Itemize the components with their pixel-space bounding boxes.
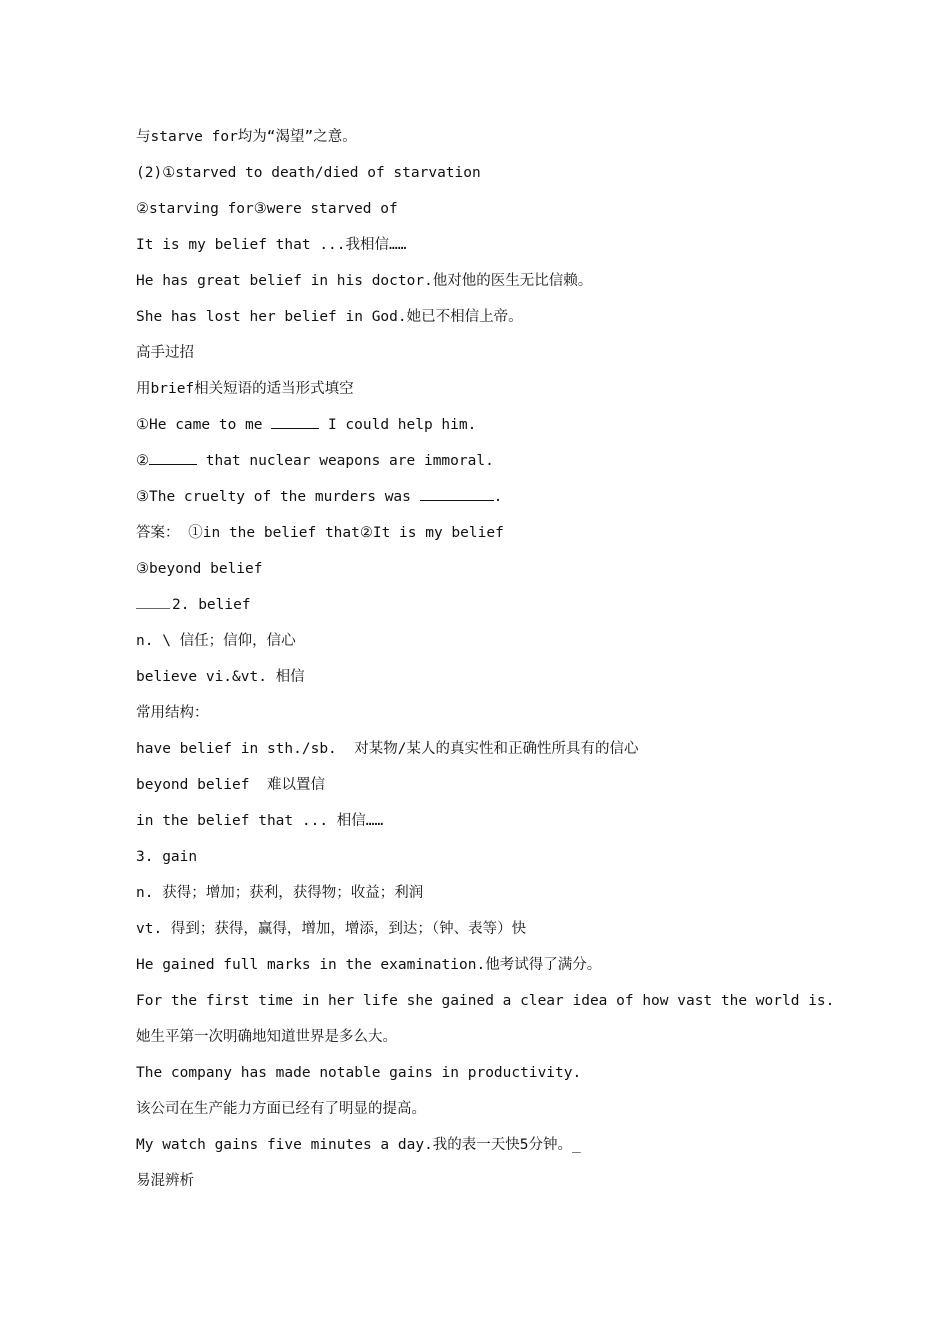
exercise-instruction: 用brief相关短语的适当形式填空 xyxy=(136,381,354,397)
answer-blank xyxy=(271,414,319,429)
text-line: 该公司在生产能力方面已经有了明显的提高。 xyxy=(136,1101,426,1117)
exercise-text: ② xyxy=(136,453,149,469)
section-heading: 高手过招 xyxy=(136,345,194,361)
text-line: n. \ 信任；信仰，信心 xyxy=(136,633,296,649)
section-title: 3. gain xyxy=(136,849,198,865)
answer-line: ③beyond belief xyxy=(136,561,263,577)
text-line: She has lost her belief in God.她已不相信上帝。 xyxy=(136,309,523,325)
text-line: believe vi.&vt. 相信 xyxy=(136,669,305,685)
section-heading: 易混辨析 xyxy=(136,1173,194,1189)
text-line: The company has made notable gains in productivity. xyxy=(136,1065,582,1081)
text-line: 常用结构： xyxy=(136,705,209,721)
text-line: He gained full marks in the examination.他考试得了满分。 xyxy=(136,957,602,973)
answer-blank xyxy=(149,450,197,465)
document-page xyxy=(136,122,856,1202)
exercise-text: that nuclear weapons are immoral. xyxy=(197,453,494,469)
text-line: It is my belief that ...我相信…… xyxy=(136,237,407,253)
text-line: have belief in sth./sb. 对某物/某人的真实性和正确性所具有的信心 xyxy=(136,741,639,757)
text-line: n. 获得；增加；获利，获得物；收益；利润 xyxy=(136,885,424,901)
text-line: in the belief that ... 相信…… xyxy=(136,813,384,829)
text-line: 与starve for均为“渴望”之意。 xyxy=(136,129,357,145)
text-line: 她生平第一次明确地知道世界是多么大。 xyxy=(136,1029,397,1045)
text-line: beyond belief 难以置信 xyxy=(136,777,325,793)
exercise-text: ①He came to me xyxy=(136,417,272,433)
exercise-text: . xyxy=(493,489,503,505)
text-line: vt. 得到；获得，赢得，增加，增添，到达；（钟、表等）快 xyxy=(136,921,527,937)
text-line: For the first time in her life she gained a clear idea of how vast the world is. xyxy=(136,993,835,1009)
section-number xyxy=(136,590,856,626)
exercise-item xyxy=(136,446,856,482)
answer-line: 答案： ①in the belief that②It is my belief xyxy=(136,525,504,541)
text-line: (2)①starved to death/died of starvation xyxy=(136,165,481,181)
exercise-item xyxy=(136,410,856,446)
section-title: 2. belief xyxy=(172,597,251,613)
text-line: ②starving for③were starved of xyxy=(136,201,398,217)
text-line: My watch gains five minutes a day.我的表一天快5分钟。_ xyxy=(136,1137,581,1153)
exercise-item xyxy=(136,482,856,518)
underline-mark xyxy=(136,602,170,609)
exercise-text: I could help him. xyxy=(319,417,477,433)
exercise-text: ③The cruelty of the murders was xyxy=(136,489,420,505)
text-line: He has great belief in his doctor.他对他的医生无比信赖。 xyxy=(136,273,593,289)
answer-blank xyxy=(420,486,494,501)
